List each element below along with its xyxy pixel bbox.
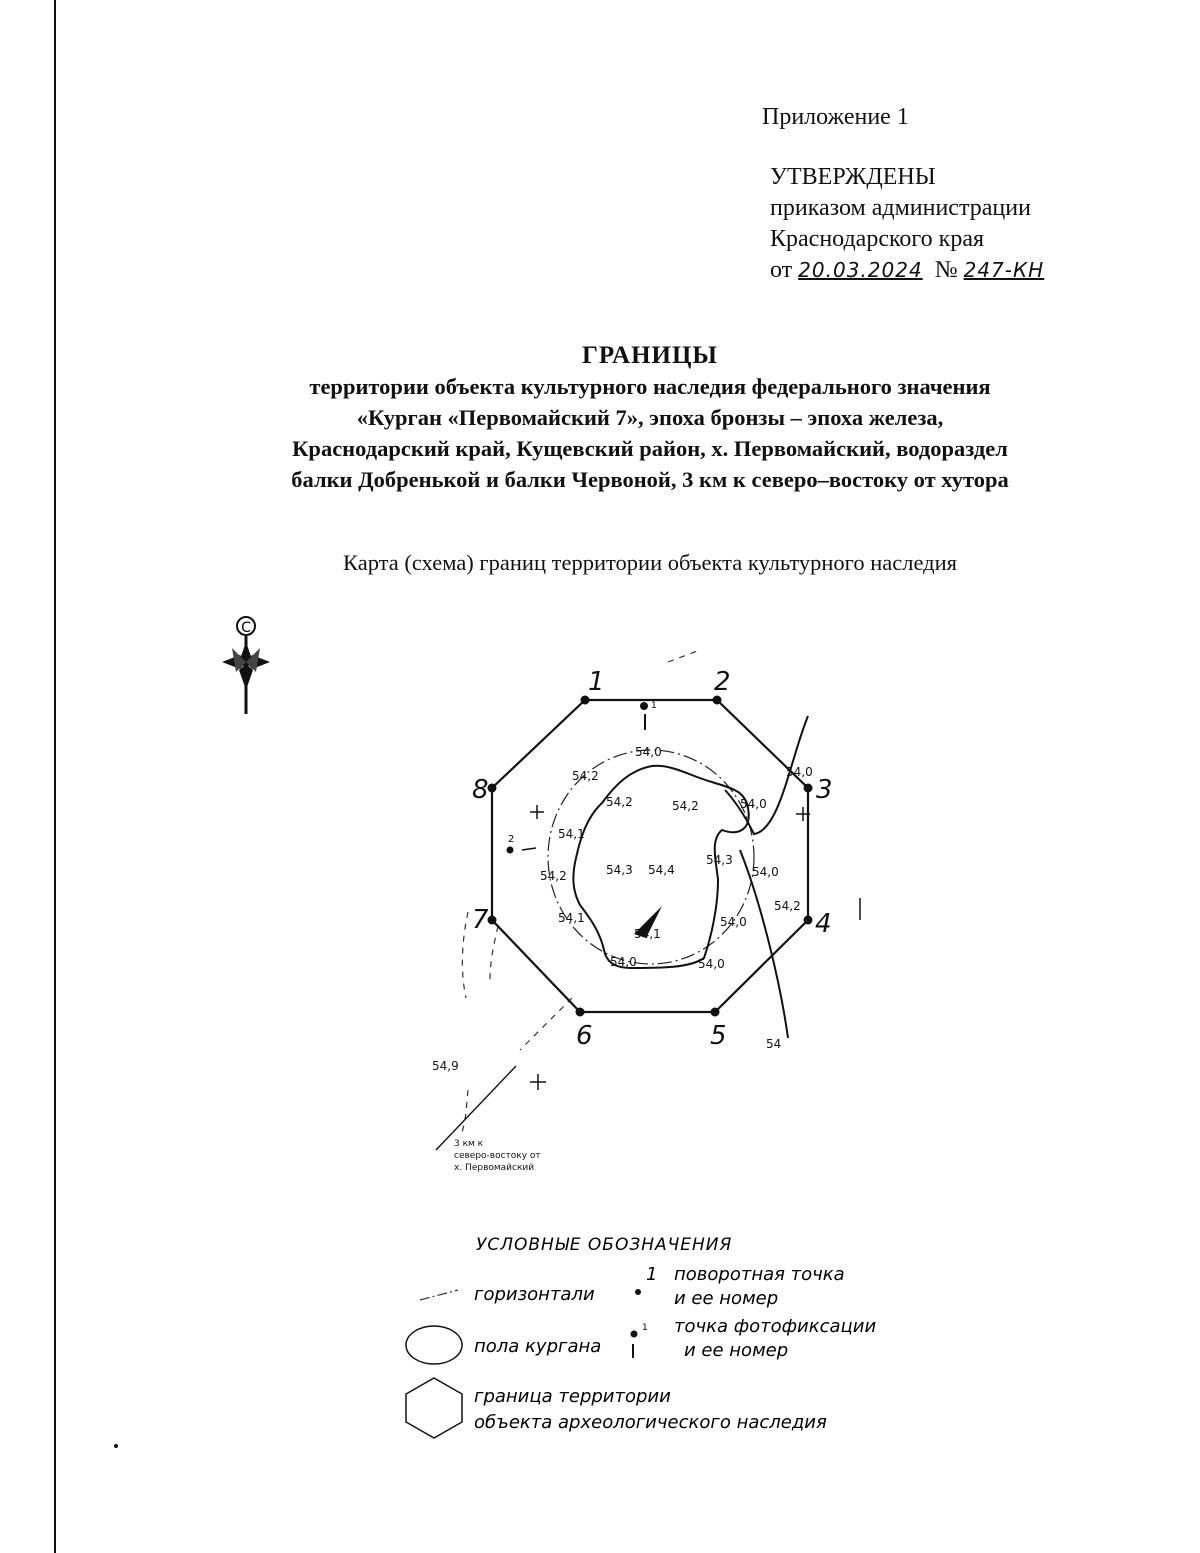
svg-text:2: 2 — [508, 834, 515, 845]
title-line-3: Краснодарский край, Кущевский район, х. Первомайский, водораздел — [292, 436, 1008, 461]
svg-text:и ее номер: и ее номер — [684, 1340, 789, 1361]
svg-text:54,0: 54,0 — [720, 915, 747, 929]
appendix-label: Приложение 1 — [762, 104, 909, 130]
point-1-label: 1 — [588, 667, 605, 697]
svg-text:1: 1 — [646, 1264, 658, 1285]
number-sign: № — [934, 257, 958, 283]
svg-text:граница территории: граница территории — [474, 1386, 671, 1407]
approved-heading: УТВЕРЖДЕНЫ — [770, 164, 936, 190]
order-line-2: Краснодарского края — [770, 226, 985, 252]
svg-text:54,2: 54,2 — [572, 769, 599, 783]
photo-point-2 — [507, 834, 537, 854]
svg-text:пола кургана: пола кургана — [474, 1336, 602, 1357]
legend-mound-icon — [406, 1326, 462, 1364]
point-5-label: 5 — [710, 1021, 727, 1051]
photo-point-1 — [640, 701, 657, 730]
order-date: 20.03.2024 — [798, 258, 923, 282]
turn-point-numbers — [472, 667, 833, 1051]
title-line-2: «Курган «Первомайский 7», эпоха бронзы – эпоха железа, — [356, 405, 944, 430]
from-prefix: от — [770, 257, 793, 283]
svg-text:точка фотофиксации: точка фотофиксации — [674, 1316, 877, 1337]
svg-text:х. Первомайский: х. Первомайский — [454, 1163, 535, 1173]
direction-line — [436, 1066, 516, 1150]
svg-text:северо-востоку от: северо-востоку от — [454, 1151, 541, 1161]
point-4-label: 4 — [815, 909, 832, 939]
legend-contour-icon — [420, 1290, 458, 1300]
svg-text:1: 1 — [651, 701, 657, 711]
svg-text:горизонтали: горизонтали — [474, 1284, 595, 1305]
svg-text:54,1: 54,1 — [634, 927, 661, 941]
title-main: ГРАНИЦЫ — [582, 342, 718, 369]
svg-text:поворотная точка: поворотная точка — [674, 1264, 845, 1285]
legend-photo-point-icon — [631, 1331, 638, 1338]
svg-text:54,2: 54,2 — [672, 799, 699, 813]
svg-text:54,2: 54,2 — [606, 795, 633, 809]
svg-text:54,0: 54,0 — [740, 797, 767, 811]
point-8-label: 8 — [472, 775, 489, 805]
svg-text:54,4: 54,4 — [648, 863, 675, 877]
outer-contours — [462, 650, 700, 1132]
svg-text:54,0: 54,0 — [752, 865, 779, 879]
title-line-4: балки Добренькой и балки Червоной, 3 км к северо–востоку от хутора — [291, 467, 1009, 492]
svg-text:54,0: 54,0 — [610, 955, 637, 969]
direction-note — [454, 1139, 541, 1173]
compass-rose-icon — [222, 617, 270, 714]
svg-text:54,0: 54,0 — [698, 957, 725, 971]
elevation-labels — [432, 745, 813, 1073]
svg-text:3 км к: 3 км к — [454, 1139, 484, 1149]
north-label: С — [241, 620, 251, 636]
svg-text:объекта археологического насле: объекта археологического наследия — [474, 1412, 827, 1433]
legend — [406, 1235, 876, 1438]
svg-text:54,1: 54,1 — [558, 827, 585, 841]
svg-text:и ее номер: и ее номер — [674, 1288, 779, 1309]
title-line-1: территории объекта культурного наследия федерального значения — [309, 374, 991, 399]
legend-turn-point-icon — [635, 1289, 641, 1295]
svg-text:54: 54 — [766, 1037, 782, 1051]
order-line-1: приказом администрации — [770, 195, 1031, 221]
svg-text:54,2: 54,2 — [540, 869, 567, 883]
svg-text:54,3: 54,3 — [606, 863, 633, 877]
legend-boundary-icon — [406, 1378, 462, 1438]
map-subtitle: Карта (схема) границ территории объекта культурного наследия — [343, 550, 957, 575]
point-2-label: 2 — [714, 667, 731, 697]
svg-text:54,0: 54,0 — [635, 745, 662, 759]
svg-text:54,0: 54,0 — [786, 765, 813, 779]
svg-text:54,1: 54,1 — [558, 911, 585, 925]
svg-text:54,9: 54,9 — [432, 1059, 459, 1073]
svg-text:1: 1 — [642, 1323, 648, 1333]
order-number: 247-КН — [963, 258, 1045, 282]
svg-text:54,3: 54,3 — [706, 853, 733, 867]
svg-text:54,2: 54,2 — [774, 899, 801, 913]
point-7-label: 7 — [472, 905, 489, 935]
legend-title: УСЛОВНЫЕ ОБОЗНАЧЕНИЯ — [476, 1235, 733, 1255]
point-3-label: 3 — [816, 775, 833, 805]
point-6-label: 6 — [576, 1021, 593, 1051]
scan-speck — [114, 1444, 118, 1448]
